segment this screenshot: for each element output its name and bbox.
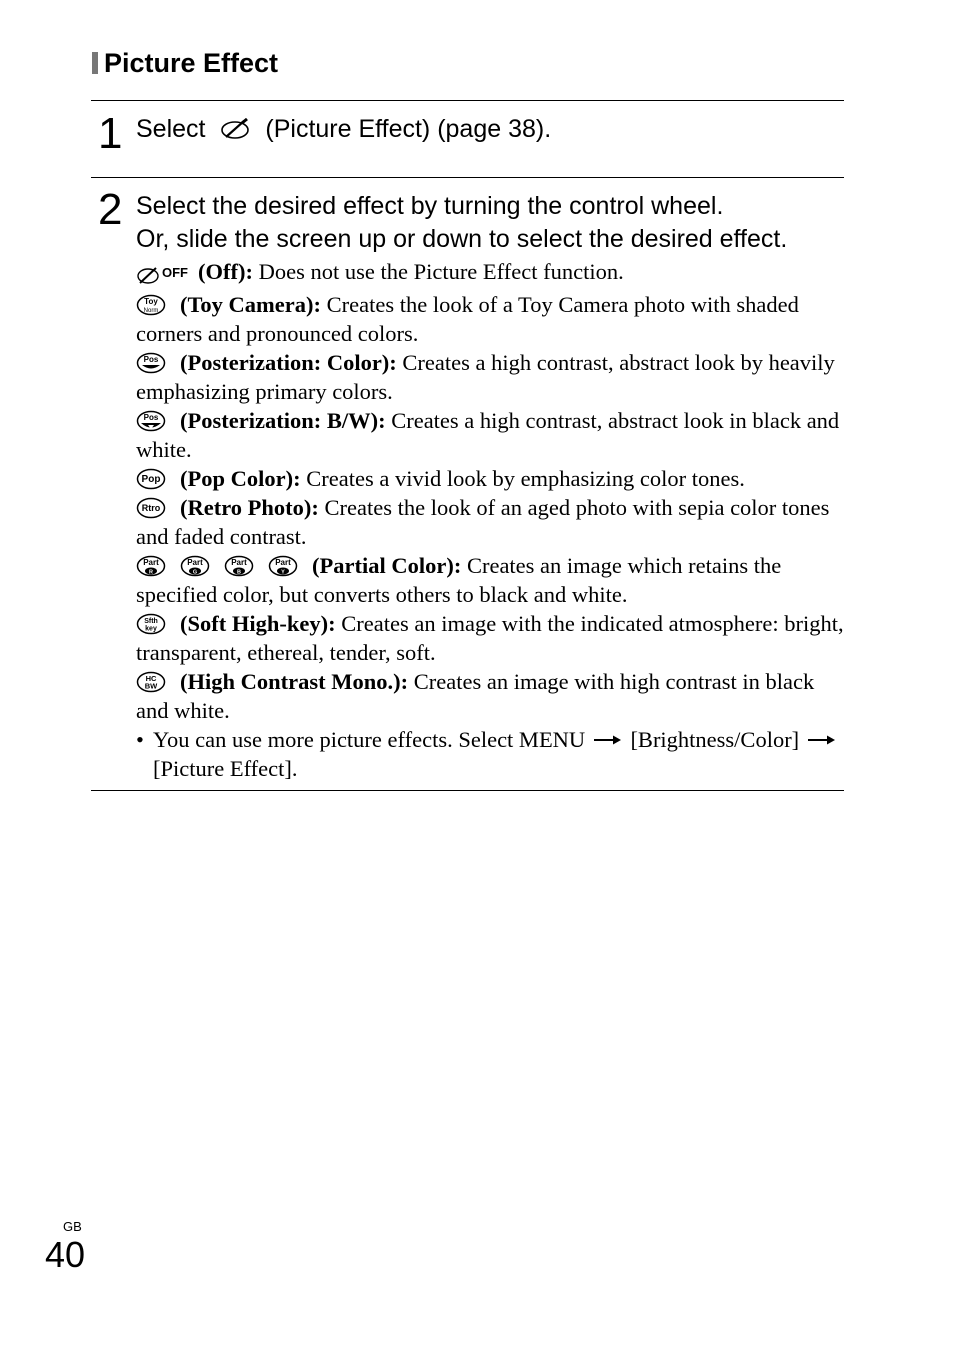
soft-high-key-icon xyxy=(136,613,166,635)
effect-high-contrast-mono: HC BW (High Contrast Mono.): Creates an image with high contrast in black and white. xyxy=(136,669,815,723)
section-title-text: Picture Effect xyxy=(104,48,279,78)
effect-off-icon: OFF xyxy=(136,258,188,290)
effect-retro-photo: Rtro (Retro Photo): Creates the look of an aged photo with sepia color tones and faded contrast. xyxy=(136,495,830,549)
posterization-color-icon xyxy=(136,352,166,374)
divider-middle xyxy=(91,177,844,178)
note-more-effects: • You can use more picture effects. Select MENU [Brightness/Color] [Picture Effect]. xyxy=(136,725,848,783)
svg-text:Part: Part xyxy=(143,558,159,567)
arrow-right-icon xyxy=(593,734,623,746)
step-1-text: Select (Picture Effect) (page 38). xyxy=(136,115,552,143)
section-heading xyxy=(92,48,278,79)
step-2-line-2: Or, slide the screen up or down to select the desired effect. xyxy=(136,225,788,253)
step-2-number: 2 xyxy=(98,185,123,234)
high-contrast-mono-icon xyxy=(136,671,166,693)
svg-text:Toy: Toy xyxy=(144,297,158,306)
retro-photo-icon xyxy=(136,497,166,519)
svg-text:Rtro: Rtro xyxy=(141,503,161,513)
region-code: GB xyxy=(63,1219,82,1234)
bullet: • xyxy=(136,727,144,752)
svg-text:Part: Part xyxy=(275,558,291,567)
svg-text:Part: Part xyxy=(231,558,247,567)
svg-text:Pos: Pos xyxy=(143,413,159,422)
picture-effect-icon xyxy=(220,118,250,140)
effect-posterization-bw: Pos (Posterization: B/W): Creates a high contrast, abstract look in black and white. xyxy=(136,408,840,462)
effect-off: $^{OFF}$ (Off): Does not use the Picture Effect function. xyxy=(136,257,848,290)
heading-marker xyxy=(92,52,98,74)
svg-text:key: key xyxy=(145,625,157,633)
svg-text:R: R xyxy=(149,569,153,576)
svg-text:Part: Part xyxy=(187,558,203,567)
partial-color-blue-icon xyxy=(224,555,254,577)
svg-text:Norm: Norm xyxy=(143,308,159,314)
divider-bottom xyxy=(91,790,844,791)
effect-toy-camera: Toy Norm (Toy Camera): Creates the look of a Toy Camera photo with shaded corners and pronounced colors. xyxy=(136,292,799,346)
effect-partial-color: Part R Part G Part B Part Y (Partial Color): Creates an image which retains the specified color, but converts others to black and white. xyxy=(136,553,782,607)
page-number: 40 xyxy=(45,1234,86,1275)
effect-soft-high-key: Sfth key (Soft High-key): Creates an image with the indicated atmosphere: bright, transparent, ethereal, tender, soft. xyxy=(136,611,844,665)
partial-color-green-icon xyxy=(180,555,210,577)
step-1-number: 1 xyxy=(98,109,123,158)
svg-text:B: B xyxy=(237,569,241,576)
svg-text:HC: HC xyxy=(145,674,157,683)
partial-color-yellow-icon xyxy=(268,555,298,577)
step-2-line-1: Select the desired effect by turning the control wheel. xyxy=(136,192,724,220)
partial-color-red-icon xyxy=(136,555,166,577)
svg-text:G: G xyxy=(192,569,198,576)
toy-camera-icon xyxy=(136,294,166,316)
pop-color-icon xyxy=(136,468,166,490)
svg-text:Y: Y xyxy=(281,569,285,576)
step-2-text xyxy=(136,190,787,256)
svg-text:Pop: Pop xyxy=(141,474,161,485)
svg-text:Sfth: Sfth xyxy=(144,618,158,625)
divider-top xyxy=(91,100,844,101)
arrow-right-icon xyxy=(807,734,837,746)
effects-list xyxy=(136,257,848,783)
effect-posterization-color: Pos (Posterization: Color): Creates a high contrast, abstract look by heavily emphasizing primary colors. xyxy=(136,350,835,404)
posterization-bw-icon xyxy=(136,410,166,432)
effect-pop-color: Pop (Pop Color): Creates a vivid look by emphasizing color tones. xyxy=(136,464,848,493)
svg-text:Pos: Pos xyxy=(143,355,159,364)
svg-text:BW: BW xyxy=(144,681,158,691)
